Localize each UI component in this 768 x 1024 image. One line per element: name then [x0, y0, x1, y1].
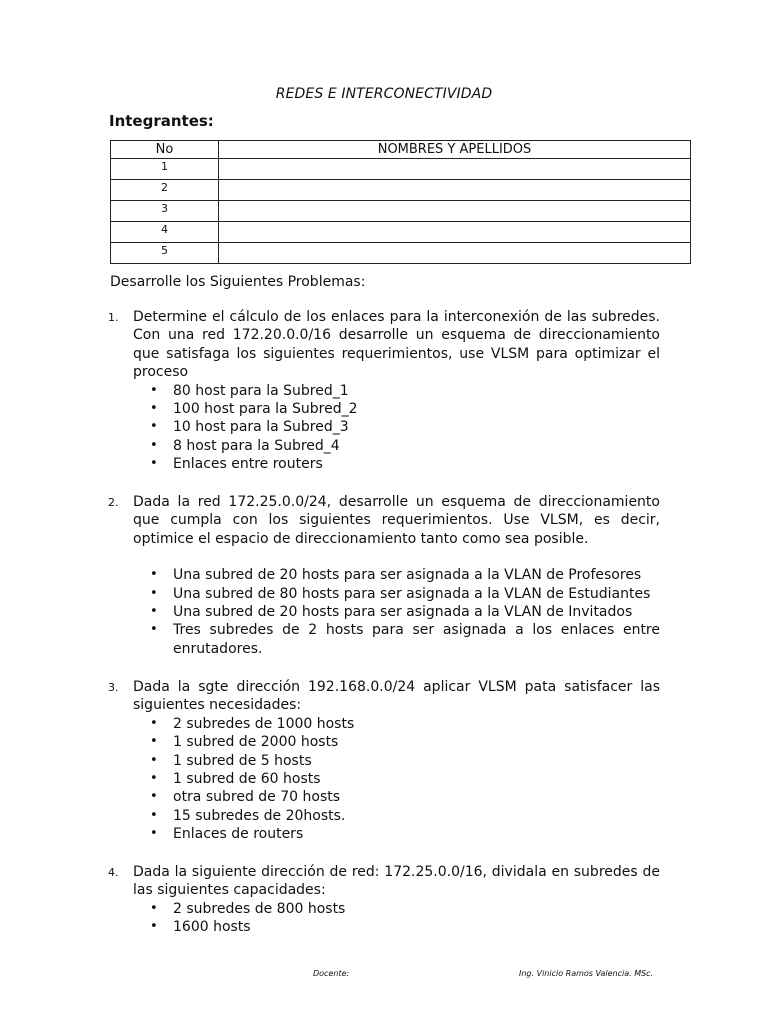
bullet-icon: • [150, 771, 158, 787]
list-item [133, 715, 660, 733]
table-row [111, 159, 691, 180]
members-heading: Integrantes: [109, 112, 214, 130]
problem-3 [108, 678, 660, 844]
list-item-text: 8 host para la Subred_4 [173, 437, 340, 454]
problems-intro: Desarrolle los Siguientes Problemas: [110, 274, 366, 290]
problem-statement: Dada la red 172.25.0.0/24, desarrolle un esquema de direccionamiento que cumpla con los siguientes requerimientos. Use VLSM, es decir, optimice el espacio de direccionamiento tanto como sea posible. [133, 494, 660, 547]
bullet-icon: • [150, 456, 158, 472]
list-item-text: 1 subred de 60 hosts [173, 771, 321, 788]
column-header-names: NOMBRES Y APELLIDOS [219, 141, 691, 159]
problem-statement: Determine el cálculo de los enlaces para la interconexión de las subredes. Con una red 172.20.0.0/16 desarrolle un esquema de direccionamiento que satisfaga los siguientes requerimientos, use VLSM para optimizar el proceso [133, 309, 660, 381]
list-item-text: 15 subredes de 20hosts. [173, 807, 346, 824]
list-item-text: Enlaces de routers [173, 826, 304, 843]
list-item-text: 1 subred de 2000 hosts [173, 734, 339, 751]
list-item-text: 1600 hosts [173, 919, 251, 936]
list-item-text: 80 host para la Subred_1 [173, 382, 349, 399]
list-item [133, 437, 660, 455]
bullet-icon: • [150, 826, 158, 842]
problem-statement: Dada la siguiente dirección de red: 172.25.0.0/16, dividala en subredes de las siguientes capacidades: [133, 864, 660, 899]
list-item [133, 621, 660, 658]
problem-number: 1. [108, 311, 119, 324]
list-item [133, 788, 660, 806]
list-item-text: Una subred de 20 hosts para ser asignada a la VLAN de Invitados [173, 604, 633, 621]
requirements-list [133, 566, 660, 658]
row-number: 1 [111, 159, 219, 180]
bullet-icon: • [150, 752, 158, 768]
row-name-cell [219, 201, 691, 222]
requirements-list [133, 715, 660, 844]
list-item-text: Una subred de 80 hosts para ser asignada a la VLAN de Estudiantes [173, 585, 651, 602]
list-item-text: 1 subred de 5 hosts [173, 752, 312, 769]
list-item-text: 10 host para la Subred_3 [173, 419, 349, 436]
list-item [133, 752, 660, 770]
bullet-icon: • [150, 567, 158, 583]
bullet-icon: • [150, 585, 158, 601]
bullet-icon: • [150, 604, 158, 620]
list-item-text: Tres subredes de 2 hosts para ser asignada a los enlaces entre enrutadores. [173, 622, 660, 657]
bullet-icon: • [150, 437, 158, 453]
problem-number: 3. [108, 681, 119, 694]
members-table-header [111, 141, 691, 159]
footer-teacher-name: Ing. Vinicio Ramos Valencia. MSc. [519, 969, 654, 978]
list-item [133, 418, 660, 436]
document-title: REDES E INTERCONECTIVIDAD [275, 86, 493, 102]
bullet-icon: • [150, 919, 158, 935]
table-row [111, 201, 691, 222]
row-name-cell [219, 180, 691, 201]
list-item-text: otra subred de 70 hosts [173, 789, 341, 806]
row-number: 3 [111, 201, 219, 222]
bullet-icon: • [150, 807, 158, 823]
table-row [111, 222, 691, 243]
problem-1 [108, 308, 660, 474]
list-item-text: Una subred de 20 hosts para ser asignada a la VLAN de Profesores [173, 567, 642, 584]
requirements-list [133, 382, 660, 474]
members-table [110, 140, 691, 264]
footer-teacher-label: Docente: [313, 969, 350, 978]
requirements-list [133, 900, 660, 937]
problem-2 [108, 493, 660, 658]
list-item [133, 400, 660, 418]
bullet-icon: • [150, 382, 158, 398]
list-item [133, 900, 660, 918]
problem-4 [108, 863, 660, 937]
bullet-icon: • [150, 900, 158, 916]
table-row [111, 243, 691, 264]
list-item [133, 807, 660, 825]
bullet-icon: • [150, 715, 158, 731]
list-item [133, 382, 660, 400]
list-item [133, 455, 660, 473]
row-name-cell [219, 159, 691, 180]
list-item [133, 918, 660, 936]
list-item-text: 2 subredes de 1000 hosts [173, 715, 355, 732]
row-number: 5 [111, 243, 219, 264]
list-item [133, 566, 660, 584]
list-item [133, 603, 660, 621]
list-item [133, 770, 660, 788]
bullet-icon: • [150, 789, 158, 805]
list-item-text: 100 host para la Subred_2 [173, 401, 358, 418]
row-name-cell [219, 243, 691, 264]
bullet-icon: • [150, 401, 158, 417]
bullet-icon: • [150, 622, 158, 638]
table-row [111, 180, 691, 201]
row-number: 4 [111, 222, 219, 243]
list-item-text: 2 subredes de 800 hosts [173, 900, 346, 917]
problem-number: 4. [108, 866, 119, 879]
bullet-icon: • [150, 734, 158, 750]
row-number: 2 [111, 180, 219, 201]
list-item-text: Enlaces entre routers [173, 456, 323, 473]
problem-number: 2. [108, 496, 119, 509]
list-item [133, 825, 660, 843]
row-name-cell [219, 222, 691, 243]
column-header-no: No [111, 141, 219, 159]
list-item [133, 733, 660, 751]
problem-statement: Dada la sgte dirección 192.168.0.0/24 aplicar VLSM pata satisfacer las siguientes necesidades: [133, 679, 660, 714]
bullet-icon: • [150, 419, 158, 435]
list-item [133, 585, 660, 603]
